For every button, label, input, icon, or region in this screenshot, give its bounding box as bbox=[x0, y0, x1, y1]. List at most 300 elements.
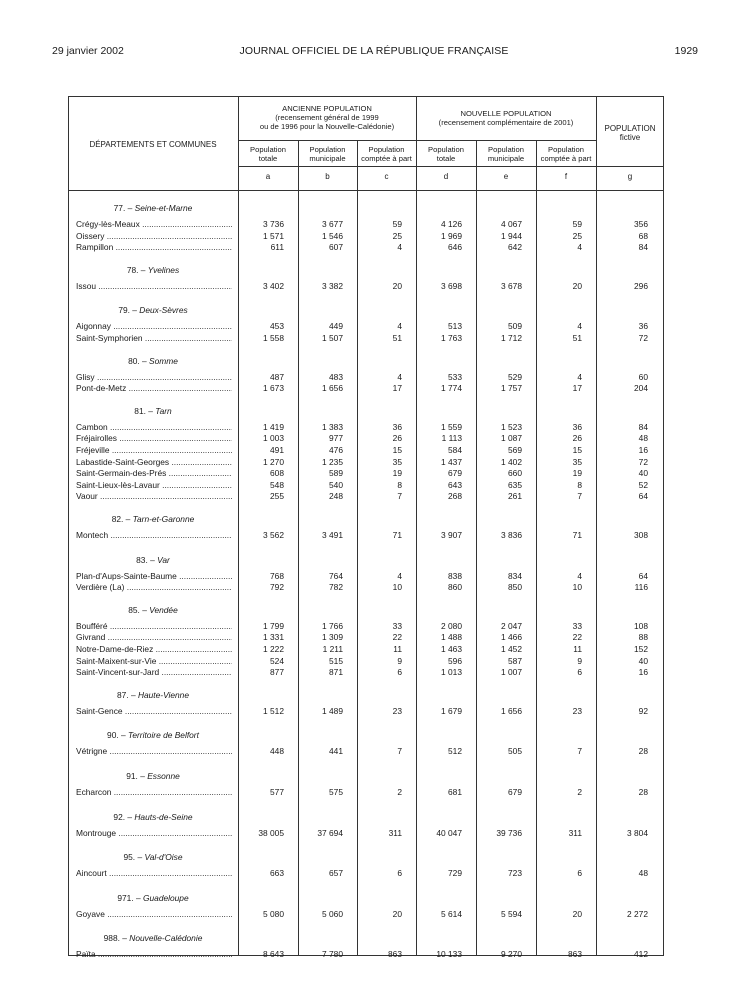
cell-value: 8 bbox=[577, 479, 582, 490]
cell-value: 11 bbox=[573, 644, 582, 654]
cell-value: 2 272 bbox=[627, 908, 648, 919]
cell-value: 1 007 bbox=[501, 667, 522, 678]
cell-value: 356 bbox=[634, 219, 648, 229]
commune-name: Rampillon ..... bbox=[76, 242, 232, 253]
commune-name: Issou ..... bbox=[76, 281, 232, 292]
cell-value: 296 bbox=[634, 280, 648, 291]
cell-value: 72 bbox=[638, 333, 648, 343]
cell-value: 311 bbox=[568, 827, 582, 838]
cell-value: 36 bbox=[572, 421, 582, 432]
cell-value: 4 bbox=[397, 371, 402, 382]
column-letter: b bbox=[325, 172, 330, 181]
cell-value: 1 763 bbox=[441, 333, 462, 343]
cell-value: 863 bbox=[568, 949, 582, 960]
commune-name: Cambon ..... bbox=[76, 422, 232, 433]
department-name: Hauts-de-Seine bbox=[134, 811, 193, 822]
cell-value: 19 bbox=[392, 468, 402, 479]
cell-value: 449 bbox=[329, 321, 343, 332]
cell-value: 9 270 bbox=[501, 949, 522, 960]
cell-value: 22 bbox=[392, 632, 402, 643]
commune-name: Goyave ..... bbox=[76, 909, 232, 920]
cell-value: 860 bbox=[448, 582, 462, 593]
cell-value: 48 bbox=[638, 868, 648, 879]
cell-value: 977 bbox=[329, 433, 343, 444]
cell-value: 657 bbox=[329, 868, 343, 879]
commune-name: Saint-Germain-des-Prés ..... bbox=[76, 468, 232, 479]
cell-value: 3 382 bbox=[322, 280, 343, 291]
department-number: 77. – bbox=[113, 203, 135, 213]
cell-value: 441 bbox=[329, 746, 343, 757]
cell-value: 59 bbox=[392, 219, 402, 229]
cell-value: 476 bbox=[329, 445, 343, 455]
cell-value: 19 bbox=[572, 468, 582, 479]
commune-name: Labastide-Saint-Georges ..... bbox=[76, 457, 232, 468]
cell-value: 1 452 bbox=[501, 644, 522, 654]
cell-value: 1 757 bbox=[501, 383, 522, 394]
subheader-d: Population totale bbox=[428, 145, 464, 163]
cell-value: 28 bbox=[638, 746, 648, 757]
department-name: Haute-Vienne bbox=[137, 689, 190, 700]
department-heading bbox=[70, 555, 236, 565]
cell-value: 84 bbox=[638, 421, 648, 432]
cell-value: 3 562 bbox=[263, 530, 284, 540]
page-number: 1929 bbox=[674, 45, 698, 57]
cell-value: 1 766 bbox=[322, 620, 343, 631]
cell-value: 2 080 bbox=[441, 620, 462, 631]
cell-value: 71 bbox=[392, 530, 402, 540]
department-heading bbox=[70, 305, 236, 315]
cell-value: 64 bbox=[638, 491, 648, 502]
cell-value: 3 402 bbox=[263, 280, 284, 291]
department-name: Guadeloupe bbox=[142, 892, 189, 903]
department-heading bbox=[70, 771, 236, 781]
cell-value: 1 211 bbox=[322, 644, 343, 654]
cell-value: 1 656 bbox=[322, 383, 343, 394]
cell-value: 607 bbox=[329, 242, 343, 253]
cell-value: 569 bbox=[508, 445, 522, 455]
cell-value: 3 907 bbox=[441, 530, 462, 540]
cell-value: 5 080 bbox=[263, 908, 284, 919]
commune-name: Saint-Symphorien ..... bbox=[76, 333, 232, 344]
cell-value: 1 944 bbox=[501, 230, 522, 241]
cell-value: 33 bbox=[392, 620, 402, 631]
cell-value: 1 712 bbox=[501, 333, 522, 343]
department-number: 87. – bbox=[116, 689, 138, 700]
header-rule bbox=[238, 140, 596, 141]
cell-value: 663 bbox=[270, 868, 284, 879]
cell-value: 575 bbox=[329, 787, 343, 797]
cell-value: 1 222 bbox=[263, 644, 284, 654]
cell-value: 3 804 bbox=[627, 827, 648, 838]
commune-name: Pont-de-Metz ..... bbox=[76, 383, 232, 394]
cell-value: 679 bbox=[448, 468, 462, 479]
department-name: Seine-et-Marne bbox=[134, 203, 193, 213]
cell-value: 68 bbox=[638, 230, 648, 241]
cell-value: 782 bbox=[329, 582, 343, 593]
subheader-a: Population totale bbox=[250, 145, 286, 163]
cell-value: 7 bbox=[577, 491, 582, 502]
cell-value: 1 969 bbox=[441, 230, 462, 241]
cell-value: 9 bbox=[397, 655, 402, 666]
commune-name: Echarcon ..... bbox=[76, 787, 232, 798]
department-number: 82. – bbox=[111, 514, 133, 524]
cell-value: 25 bbox=[572, 230, 582, 241]
cell-value: 792 bbox=[270, 582, 284, 593]
cell-value: 540 bbox=[329, 479, 343, 490]
department-heading bbox=[70, 933, 236, 943]
cell-value: 4 bbox=[577, 242, 582, 253]
commune-name: Saint-Maixent-sur-Vie ..... bbox=[76, 656, 232, 667]
cell-value: 52 bbox=[638, 479, 648, 490]
cell-value: 108 bbox=[634, 620, 648, 631]
cell-value: 2 bbox=[397, 787, 402, 797]
cell-value: 838 bbox=[448, 570, 462, 581]
cell-value: 1 463 bbox=[441, 644, 462, 654]
cell-value: 4 bbox=[577, 570, 582, 581]
column-letter: f bbox=[564, 172, 568, 181]
cell-value: 28 bbox=[638, 787, 648, 797]
commune-name: Saint-Gence ..... bbox=[76, 706, 232, 717]
department-heading bbox=[70, 356, 236, 366]
cell-value: 40 047 bbox=[436, 827, 462, 838]
cell-value: 643 bbox=[448, 479, 462, 490]
cell-value: 768 bbox=[270, 570, 284, 581]
cell-value: 204 bbox=[634, 383, 648, 394]
department-number: 79. – bbox=[118, 305, 140, 316]
cell-value: 834 bbox=[508, 570, 522, 581]
cell-value: 1 656 bbox=[501, 705, 522, 716]
cell-value: 1 113 bbox=[441, 433, 462, 444]
department-heading bbox=[70, 514, 236, 524]
cell-value: 764 bbox=[329, 570, 343, 581]
cell-value: 1 558 bbox=[263, 333, 284, 343]
cell-value: 60 bbox=[638, 371, 648, 382]
cell-value: 15 bbox=[392, 445, 402, 455]
commune-name: Saint-Vincent-sur-Jard ..... bbox=[76, 667, 232, 678]
cell-value: 1 673 bbox=[263, 383, 284, 394]
commune-name: Verdière (La) ..... bbox=[76, 582, 232, 593]
cell-value: 5 594 bbox=[501, 908, 522, 919]
cell-value: 3 836 bbox=[501, 530, 522, 540]
cell-value: 17 bbox=[572, 383, 582, 394]
subheader-b: Population municipale bbox=[309, 145, 346, 163]
cell-value: 412 bbox=[634, 949, 648, 960]
department-heading bbox=[70, 730, 236, 740]
cell-value: 1 512 bbox=[263, 705, 284, 716]
column-letter: a bbox=[265, 172, 271, 181]
cell-value: 548 bbox=[270, 479, 284, 490]
cell-value: 524 bbox=[270, 655, 284, 666]
cell-value: 8 bbox=[397, 479, 402, 490]
cell-value: 2 047 bbox=[501, 620, 522, 631]
column-letter: c bbox=[384, 172, 389, 181]
cell-value: 646 bbox=[448, 242, 462, 253]
cell-value: 681 bbox=[448, 787, 462, 797]
cell-value: 1 466 bbox=[501, 632, 522, 643]
cell-value: 16 bbox=[638, 667, 648, 678]
journal-title: JOURNAL OFFICIEL DE LA RÉPUBLIQUE FRANÇAISE bbox=[239, 45, 509, 57]
cell-value: 1 679 bbox=[441, 705, 462, 716]
cell-value: 1 559 bbox=[441, 421, 462, 432]
commune-name: Crégy-lès-Meaux ..... bbox=[76, 219, 232, 230]
cell-value: 509 bbox=[508, 321, 522, 332]
department-name: Vendée bbox=[149, 604, 178, 615]
cell-value: 3 698 bbox=[441, 280, 462, 291]
department-name: Somme bbox=[149, 355, 178, 366]
department-heading bbox=[70, 605, 236, 615]
cell-value: 4 126 bbox=[441, 219, 462, 229]
cell-value: 16 bbox=[638, 445, 648, 455]
department-name: Deux-Sèvres bbox=[139, 305, 188, 316]
cell-value: 40 bbox=[638, 655, 648, 666]
cell-value: 6 bbox=[397, 868, 402, 879]
cell-value: 20 bbox=[572, 280, 582, 291]
department-number: 95. – bbox=[123, 852, 145, 863]
department-number: 85. – bbox=[128, 604, 150, 615]
department-name: Tarn bbox=[155, 405, 172, 416]
cell-value: 483 bbox=[329, 371, 343, 382]
department-name: Val-d'Oise bbox=[144, 852, 183, 863]
department-number: 92. – bbox=[113, 811, 135, 822]
cell-value: 2 bbox=[577, 787, 582, 797]
cell-value: 4 bbox=[577, 321, 582, 332]
cell-value: 6 bbox=[577, 667, 582, 678]
commune-name: Fréjeville ..... bbox=[76, 445, 232, 456]
cell-value: 4 bbox=[577, 371, 582, 382]
department-number: 78. – bbox=[126, 264, 148, 275]
department-heading bbox=[70, 812, 236, 822]
cell-value: 533 bbox=[448, 371, 462, 382]
subheader-c: Population comptée à part bbox=[361, 145, 412, 163]
department-name: Yvelines bbox=[147, 264, 180, 275]
column-letter: e bbox=[503, 172, 509, 181]
cell-value: 9 bbox=[577, 655, 582, 666]
cell-value: 513 bbox=[448, 321, 462, 332]
cell-value: 487 bbox=[270, 371, 284, 382]
cell-value: 1 437 bbox=[441, 456, 462, 467]
cell-value: 255 bbox=[270, 491, 284, 502]
department-name: Tarn-et-Garonne bbox=[132, 514, 195, 524]
cell-value: 1 087 bbox=[501, 433, 522, 444]
commune-name: Notre-Dame-de-Riez ..... bbox=[76, 644, 232, 655]
cell-value: 7 780 bbox=[322, 949, 343, 960]
cell-value: 36 bbox=[392, 421, 402, 432]
cell-value: 1 331 bbox=[263, 632, 284, 643]
department-number: 988. – bbox=[103, 933, 130, 944]
cell-value: 33 bbox=[572, 620, 582, 631]
department-heading bbox=[70, 265, 236, 275]
cell-value: 248 bbox=[329, 491, 343, 502]
commune-name: Saint-Lieux-lès-Lavaur ..... bbox=[76, 480, 232, 491]
department-number: 971. – bbox=[117, 892, 143, 903]
cell-value: 26 bbox=[392, 433, 402, 444]
cell-value: 871 bbox=[329, 667, 343, 678]
cell-value: 1 419 bbox=[263, 421, 284, 432]
cell-value: 23 bbox=[572, 705, 582, 716]
cell-value: 3 736 bbox=[263, 219, 284, 229]
cell-value: 59 bbox=[572, 219, 582, 229]
commune-name: Boufféré ..... bbox=[76, 621, 232, 632]
department-heading bbox=[70, 852, 236, 862]
cell-value: 723 bbox=[508, 868, 522, 879]
cell-value: 729 bbox=[448, 868, 462, 879]
cell-value: 877 bbox=[270, 667, 284, 678]
cell-value: 3 678 bbox=[501, 280, 522, 291]
commune-name: Fréjairolles ..... bbox=[76, 433, 232, 444]
cell-value: 8 643 bbox=[263, 949, 284, 960]
cell-value: 529 bbox=[508, 371, 522, 382]
commune-name: Givrand ..... bbox=[76, 632, 232, 643]
cell-value: 587 bbox=[508, 655, 522, 666]
cell-value: 38 005 bbox=[258, 827, 284, 838]
cell-value: 15 bbox=[572, 445, 582, 455]
cell-value: 37 694 bbox=[317, 827, 343, 838]
cell-value: 5 060 bbox=[322, 908, 343, 919]
department-number: 80. – bbox=[128, 355, 150, 366]
department-number: 83. – bbox=[136, 554, 158, 565]
cell-value: 35 bbox=[392, 456, 402, 467]
cell-value: 39 736 bbox=[496, 827, 522, 838]
commune-name: Montech ..... bbox=[76, 530, 232, 541]
cell-value: 20 bbox=[392, 280, 402, 291]
cell-value: 20 bbox=[572, 908, 582, 919]
cell-value: 17 bbox=[392, 383, 402, 394]
cell-value: 268 bbox=[448, 491, 462, 502]
column-group-nouvelle: NOUVELLE POPULATION (recensement complémentaire de 2001) bbox=[438, 109, 574, 127]
cell-value: 850 bbox=[508, 582, 522, 593]
cell-value: 7 bbox=[397, 746, 402, 757]
column-letter: g bbox=[627, 172, 633, 181]
cell-value: 4 bbox=[397, 321, 402, 332]
cell-value: 71 bbox=[572, 530, 582, 540]
cell-value: 1 003 bbox=[263, 433, 284, 444]
cell-value: 512 bbox=[448, 746, 462, 757]
cell-value: 35 bbox=[572, 456, 582, 467]
column-header-departements: DÉPARTEMENTS ET COMMUNES bbox=[89, 140, 217, 149]
commune-name: Oissery ..... bbox=[76, 231, 232, 242]
cell-value: 72 bbox=[638, 456, 648, 467]
cell-value: 1 546 bbox=[322, 230, 343, 241]
department-name: Essonne bbox=[147, 771, 180, 781]
cell-value: 1 235 bbox=[322, 456, 343, 467]
cell-value: 7 bbox=[397, 491, 402, 502]
cell-value: 1 489 bbox=[322, 705, 343, 716]
cell-value: 1 523 bbox=[501, 421, 522, 432]
cell-value: 23 bbox=[392, 705, 402, 716]
cell-value: 1 507 bbox=[322, 333, 343, 343]
cell-value: 308 bbox=[634, 530, 648, 540]
column-group-ancienne: ANCIENNE POPULATION (recensement général de 1999 ou de 1996 pour la Nouvelle-Calédonie) bbox=[259, 104, 395, 131]
department-heading bbox=[70, 203, 236, 213]
cell-value: 7 bbox=[577, 746, 582, 757]
department-name: Var bbox=[157, 554, 170, 565]
department-heading bbox=[70, 893, 236, 903]
cell-value: 642 bbox=[508, 242, 522, 253]
cell-value: 64 bbox=[638, 570, 648, 581]
cell-value: 635 bbox=[508, 479, 522, 490]
column-header-fictive: POPULATION fictive bbox=[604, 124, 656, 142]
cell-value: 40 bbox=[638, 468, 648, 479]
cell-value: 36 bbox=[638, 321, 648, 332]
cell-value: 11 bbox=[393, 644, 402, 654]
cell-value: 577 bbox=[270, 787, 284, 797]
cell-value: 448 bbox=[270, 746, 284, 757]
department-number: 81. – bbox=[134, 405, 156, 416]
page-date: 29 janvier 2002 bbox=[52, 45, 124, 57]
cell-value: 505 bbox=[508, 746, 522, 757]
cell-value: 6 bbox=[397, 667, 402, 678]
column-letter: d bbox=[443, 172, 449, 181]
commune-name: Vaour ..... bbox=[76, 491, 232, 502]
cell-value: 48 bbox=[638, 433, 648, 444]
cell-value: 596 bbox=[448, 655, 462, 666]
commune-name: Païta ..... bbox=[76, 949, 232, 960]
cell-value: 589 bbox=[329, 468, 343, 479]
commune-name: Montrouge ..... bbox=[76, 828, 232, 839]
department-heading bbox=[70, 406, 236, 416]
department-heading bbox=[70, 690, 236, 700]
cell-value: 1 270 bbox=[263, 456, 284, 467]
cell-value: 88 bbox=[638, 632, 648, 643]
cell-value: 1 013 bbox=[441, 667, 462, 678]
cell-value: 261 bbox=[508, 491, 522, 502]
cell-value: 51 bbox=[572, 333, 582, 343]
cell-value: 453 bbox=[270, 321, 284, 332]
cell-value: 10 133 bbox=[436, 949, 462, 960]
commune-name: Vétrigne ..... bbox=[76, 746, 232, 757]
cell-value: 311 bbox=[388, 827, 402, 838]
cell-value: 4 bbox=[397, 242, 402, 253]
cell-value: 92 bbox=[638, 705, 648, 716]
subheader-e: Population municipale bbox=[487, 145, 525, 163]
cell-value: 51 bbox=[392, 333, 402, 343]
cell-value: 660 bbox=[508, 468, 522, 479]
cell-value: 25 bbox=[392, 230, 402, 241]
cell-value: 1 799 bbox=[263, 620, 284, 631]
commune-name: Aincourt ..... bbox=[76, 868, 232, 879]
department-number: 91. – bbox=[126, 771, 148, 781]
cell-value: 1 309 bbox=[322, 632, 343, 643]
cell-value: 679 bbox=[508, 787, 522, 797]
header-rule bbox=[68, 190, 664, 191]
commune-name: Glisy ..... bbox=[76, 372, 232, 383]
cell-value: 611 bbox=[270, 242, 284, 253]
commune-name: Plan-d'Aups-Sainte-Baume ..... bbox=[76, 571, 232, 582]
cell-value: 1 402 bbox=[501, 456, 522, 467]
cell-value: 22 bbox=[572, 632, 582, 643]
department-name: Territoire de Belfort bbox=[128, 730, 199, 741]
cell-value: 1 571 bbox=[263, 230, 284, 241]
cell-value: 1 488 bbox=[441, 632, 462, 643]
cell-value: 6 bbox=[577, 868, 582, 879]
department-number: 90. – bbox=[107, 730, 129, 741]
commune-name: Aigonnay ..... bbox=[76, 321, 232, 332]
cell-value: 515 bbox=[329, 655, 343, 666]
cell-value: 3 677 bbox=[322, 219, 343, 229]
cell-value: 3 491 bbox=[322, 530, 343, 540]
cell-value: 5 614 bbox=[441, 908, 462, 919]
cell-value: 584 bbox=[448, 445, 462, 455]
cell-value: 116 bbox=[634, 582, 648, 593]
subheader-f: Population comptée à part bbox=[540, 145, 592, 163]
cell-value: 608 bbox=[270, 468, 284, 479]
cell-value: 863 bbox=[388, 949, 402, 960]
header-rule bbox=[238, 166, 664, 167]
cell-value: 26 bbox=[572, 433, 582, 444]
cell-value: 10 bbox=[392, 582, 402, 593]
cell-value: 4 bbox=[397, 570, 402, 581]
cell-value: 84 bbox=[638, 242, 648, 253]
